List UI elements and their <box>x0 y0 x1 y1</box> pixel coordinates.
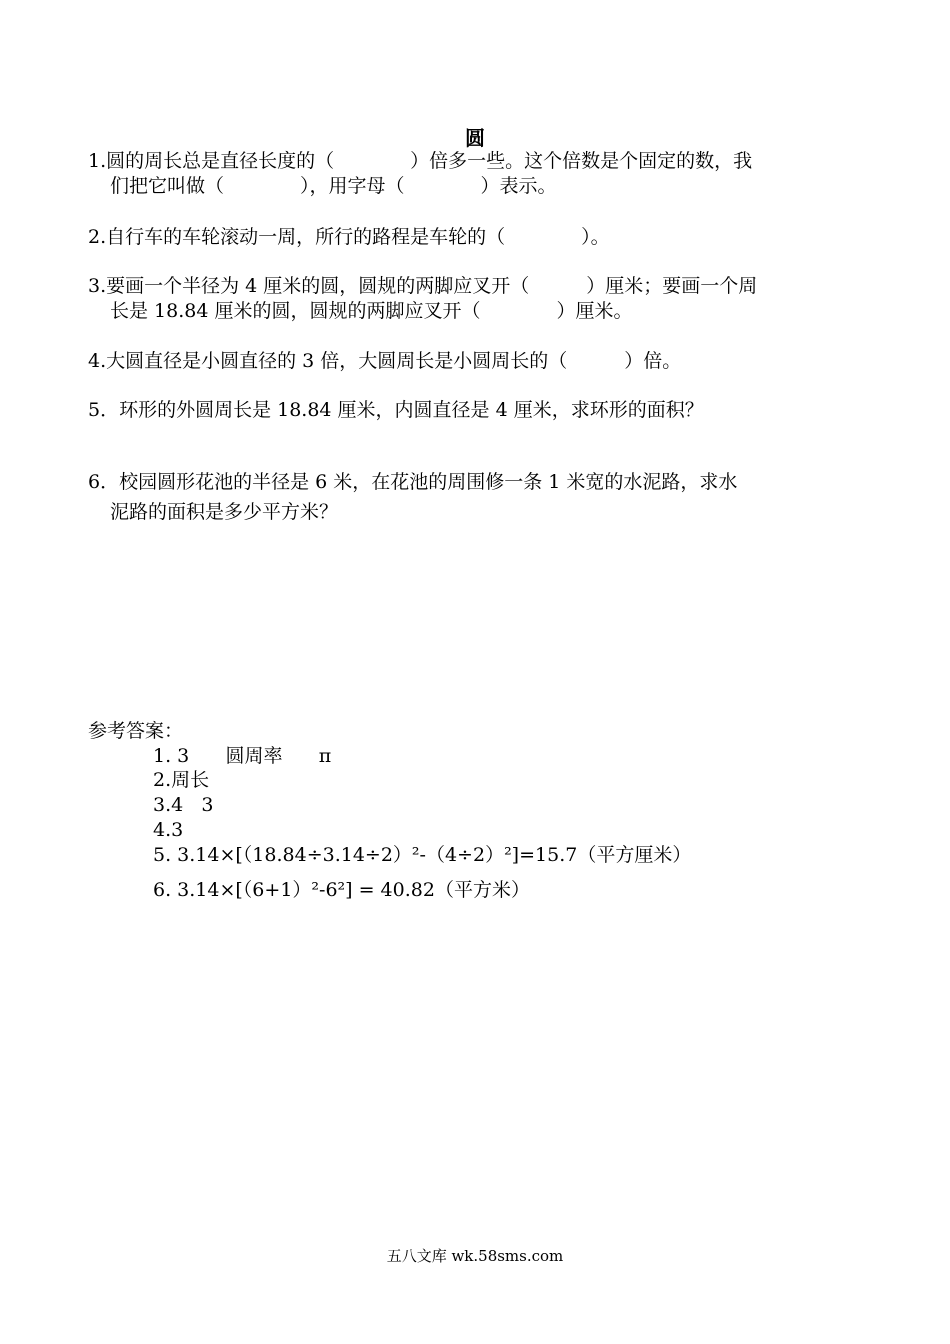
question-3-line-2: 长是 18.84 厘米的圆，圆规的两脚应叉开（ ）厘米。 <box>110 300 633 322</box>
question-6-line-2: 泥路的面积是多少平方米？ <box>110 501 339 523</box>
question-1-line-1: 1.圆的周长总是直径长度的（ ）倍多一些。这个倍数是个固定的数，我 <box>88 150 753 172</box>
question-3-line-1: 3.要画一个半径为 4 厘米的圆，圆规的两脚应叉开（ ）厘米；要画一个周 <box>88 275 758 297</box>
answer-4: 4.3 <box>153 819 184 841</box>
answer-6: 6. 3.14×[（6+1）²-6²] = 40.82（平方米） <box>153 879 530 901</box>
answer-1: 1. 3 圆周率 π <box>153 745 332 767</box>
footer-watermark: 五八文库 wk.58sms.com <box>386 1247 564 1265</box>
question-2 <box>88 225 868 250</box>
question-6 <box>88 470 868 529</box>
question-4 <box>88 349 868 374</box>
answer-5: 5. 3.14×[（18.84÷3.14÷2）²-（4÷2）²]=15.7（平方厘米） <box>153 844 692 866</box>
question-5-line-1: 5．环形的外圆周长是 18.84 厘米，内圆直径是 4 厘米，求环形的面积？ <box>88 399 704 421</box>
answers-heading: 参考答案： <box>88 720 184 742</box>
question-6-line-1: 6．校园圆形花池的半径是 6 米，在花池的周围修一条 1 米宽的水泥路，求水 <box>88 471 738 493</box>
question-1 <box>88 149 868 199</box>
answer-3: 3.4 3 <box>153 794 214 816</box>
question-1-line-2: 们把它叫做（ ），用字母（ ）表示。 <box>110 175 557 197</box>
page-title: 圆 <box>465 126 485 150</box>
answer-2: 2.周长 <box>153 769 210 791</box>
question-5 <box>88 398 868 423</box>
question-2-line-1: 2.自行车的车轮滚动一周，所行的路程是车轮的（ ）。 <box>88 226 610 248</box>
question-3 <box>88 274 868 324</box>
question-4-line-1: 4.大圆直径是小圆直径的 3 倍，大圆周长是小圆周长的（ ）倍。 <box>88 350 682 372</box>
